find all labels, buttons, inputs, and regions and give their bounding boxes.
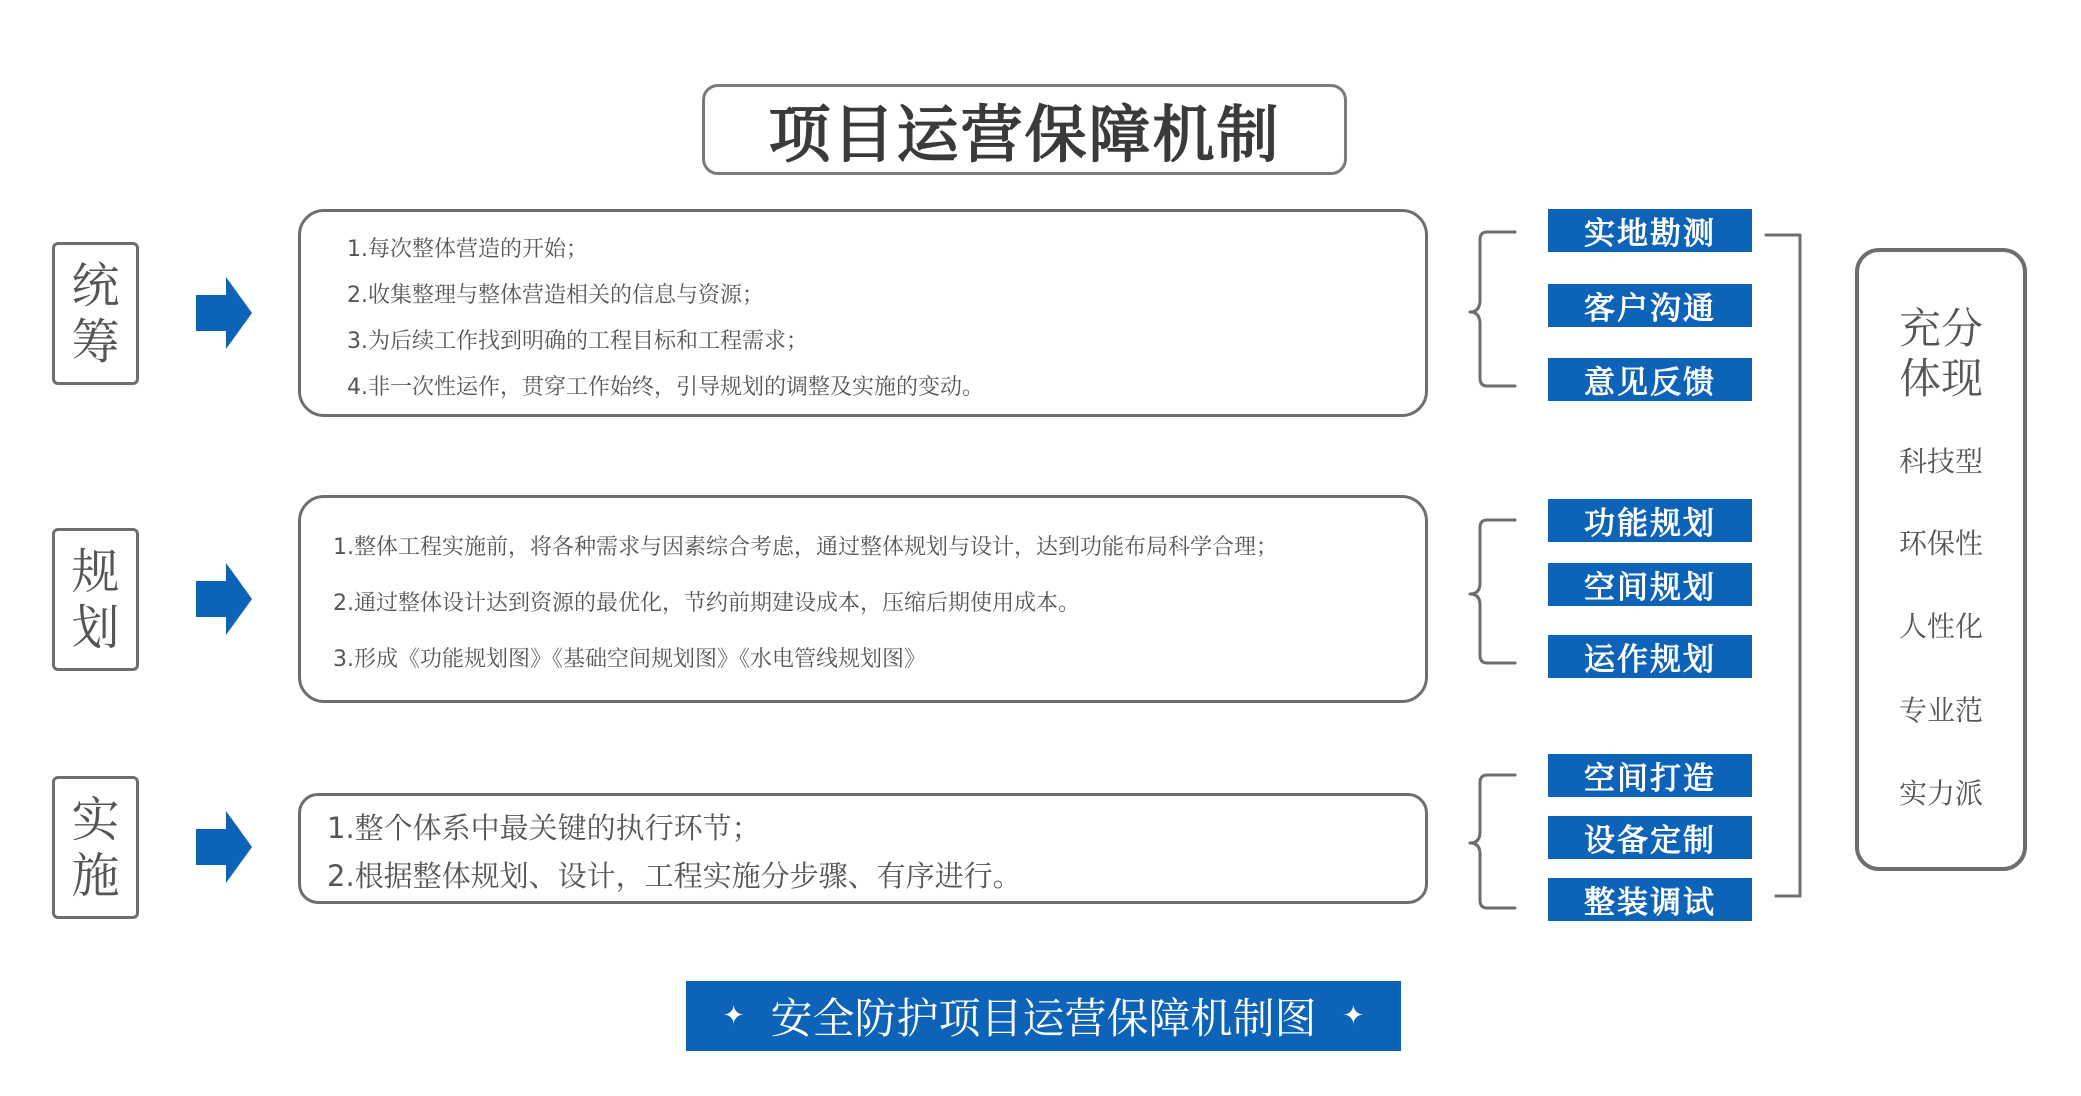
right-arrow-icon — [196, 811, 252, 883]
result-item-huanbaoxing: 环保性 — [1898, 527, 1983, 560]
content-line: 1.整体工程实施前，将各种需求与因素综合考虑，通过整体规划与设计，达到功能布局科学合理； — [333, 535, 1278, 560]
footer-caption-text: 安全防护项目运营保障机制图 — [770, 994, 1317, 1043]
tag-shidikance: 实地勘测 — [1548, 209, 1752, 252]
star-icon: ✦ — [1342, 1001, 1365, 1031]
stage-label-shishi — [52, 776, 139, 919]
stage-content-guihua — [298, 495, 1428, 703]
result-heading: 体现 — [1898, 354, 1983, 403]
result-box — [1855, 248, 2027, 871]
stage-label-guihua — [52, 528, 139, 671]
stage-content-tongchou — [298, 209, 1428, 417]
brace-3 — [1470, 775, 1515, 908]
content-line: 1.整个体系中最关键的执行环节； — [327, 811, 761, 845]
stage-label-tongchou — [52, 242, 139, 385]
content-line: 2.收集整理与整体营造相关的信息与资源； — [347, 283, 764, 308]
content-line: 4.非一次性运作，贯穿工作始终，引导规划的调整及实施的变动。 — [347, 375, 984, 400]
tag-yunzuoguihua: 运作规划 — [1548, 635, 1752, 678]
tag-kehugoutong: 客户沟通 — [1548, 284, 1752, 327]
tag-kongjiandazao: 空间打造 — [1548, 754, 1752, 797]
stage-label-char: 施 — [71, 847, 120, 904]
stage-label-char: 实 — [71, 791, 120, 848]
tag-zhengzhuangtiaoshi: 整装调试 — [1548, 878, 1752, 921]
stage-label-char: 划 — [71, 599, 120, 656]
page-title: 项目运营保障机制 — [702, 84, 1347, 175]
result-item-kejixing: 科技型 — [1898, 445, 1983, 478]
brace-1 — [1470, 232, 1515, 386]
result-item-shilipai: 实力派 — [1898, 777, 1983, 810]
right-arrow-icon — [196, 277, 252, 349]
result-heading: 充分 — [1898, 304, 1983, 353]
brace-2 — [1470, 520, 1515, 663]
star-icon: ✦ — [722, 1001, 745, 1031]
result-item-renxinghua: 人性化 — [1898, 610, 1983, 643]
content-line: 3.为后续工作找到明确的工程目标和工程需求； — [347, 329, 808, 354]
stage-label-char: 规 — [71, 543, 120, 600]
tag-gongnengguihua: 功能规划 — [1548, 499, 1752, 542]
stage-label-char: 统 — [71, 257, 120, 314]
right-arrow-icon — [196, 563, 252, 635]
tag-kongjianguihua: 空间规划 — [1548, 563, 1752, 606]
stage-content-shishi — [298, 793, 1428, 904]
stage-label-char: 筹 — [71, 313, 120, 370]
content-line: 2.根据整体规划、设计，工程实施分步骤、有序进行。 — [327, 859, 1022, 893]
content-line: 2.通过整体设计达到资源的最优化，节约前期建设成本，压缩后期使用成本。 — [333, 591, 1080, 616]
tag-shebeidingzhi: 设备定制 — [1548, 816, 1752, 859]
result-item-zhuanyefan: 专业范 — [1898, 694, 1983, 727]
content-line: 3.形成《功能规划图》《基础空间规划图》《水电管线规划图》 — [333, 647, 926, 672]
content-line: 1.每次整体营造的开始； — [347, 237, 588, 262]
footer-caption — [686, 981, 1401, 1051]
right-bracket — [1766, 235, 1800, 896]
tag-yijianfankui: 意见反馈 — [1548, 358, 1752, 401]
